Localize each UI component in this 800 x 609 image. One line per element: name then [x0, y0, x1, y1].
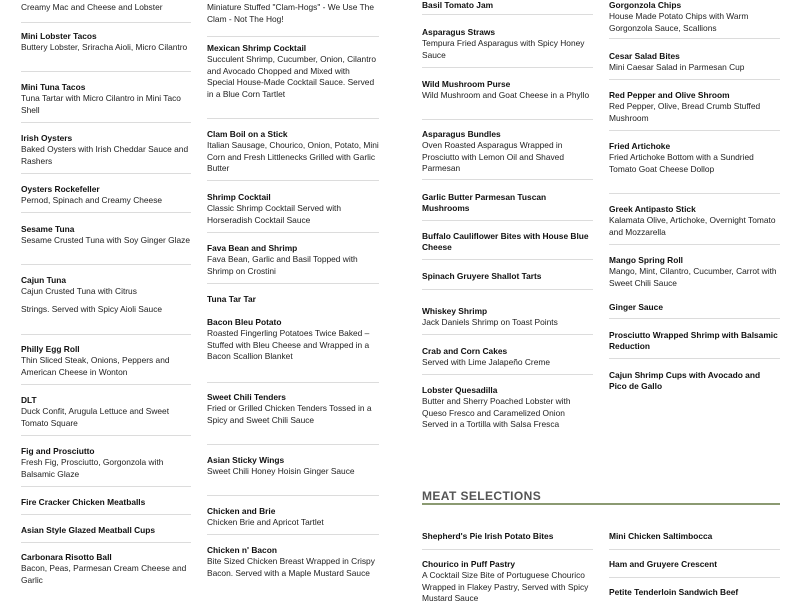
menu-item [207, 392, 379, 445]
item-title: Basil Tomato Jam [422, 0, 494, 10]
item-title: Shrimp Cocktail [207, 192, 271, 202]
menu-item [21, 82, 191, 123]
item-title: Fried Artichoke [609, 141, 671, 151]
item-description: Pernod, Spinach and Creamy Cheese [21, 195, 163, 205]
menu-item [609, 302, 780, 319]
item-title: Asparagus Straws [422, 27, 496, 37]
menu-item [21, 2, 191, 23]
item-description: Fava Bean, Garlic and Basil Topped with Shrimp on Crostini [207, 254, 358, 276]
item-description: Strings. Served with Spicy Aioli Sauce [21, 304, 163, 314]
item-description: Duck Confit, Arugula Lettuce and Sweet Tomato Square [21, 406, 170, 428]
item-description: Jack Daniels Shrimp on Toast Points [422, 317, 558, 327]
item-description: Mango, Mint, Cilantro, Cucumber, Carrot with Sweet Chili Sauce [609, 266, 777, 288]
item-description: House Made Potato Chips with Warm Gorgonzola Sauce, Scallions [609, 11, 749, 33]
item-description: Sweet Chili Honey Hoisin Ginger Sauce [207, 466, 355, 476]
item-title: Tuna Tar Tar [207, 294, 256, 304]
menu-item [609, 531, 780, 550]
item-description: Fresh Fig, Prosciutto, Gorgonzola with Balsamic Glaze [21, 457, 164, 479]
menu-item [207, 243, 379, 284]
item-title: Carbonara Risotto Ball [21, 552, 112, 562]
item-description: Italian Sausage, Chourico, Onion, Potato, Mini Corn and Fresh Littlenecks Grilled with Garlic Butter [207, 140, 379, 174]
menu-item [21, 275, 191, 299]
item-description: Butter and Sherry Poached Lobster with Queso Fresco and Caramelized Onion Served in a Tortilla with Salsa Fresca [422, 396, 571, 430]
item-title: Irish Oysters [21, 133, 73, 143]
item-description: Bite Sized Chicken Breast Wrapped in Crispy Bacon. Served with a Maple Mustard Sauce [207, 556, 375, 578]
menu-item [422, 27, 593, 68]
item-description: Succulent Shrimp, Cucumber, Onion, Cilantro and Avocado Chopped and Mixed with Special House-Made Cocktail Sauce. Served in a Blue Corn Tartlet [207, 54, 376, 99]
item-title: Philly Egg Roll [21, 344, 80, 354]
item-description: A Cocktail Size Bite of Portuguese Chourico Wrapped in Flakey Pastry, Served with Spicy Mustard Sauce [422, 570, 589, 604]
item-title: Lobster Quesadilla [422, 385, 498, 395]
item-title: DLT [21, 395, 37, 405]
menu-item [422, 129, 593, 180]
menu-item [609, 204, 780, 245]
menu-item [609, 0, 780, 39]
item-title: Mini Chicken Saltimbocca [609, 531, 713, 541]
item-description: Oven Roasted Asparagus Wrapped in Prosciutto with Lemon Oil and Shaved Parmesan [422, 140, 564, 174]
menu-item [21, 395, 191, 436]
menu-item [21, 304, 191, 335]
menu-item [609, 587, 780, 605]
item-description: Served with Lime Jalapeño Creme [422, 357, 551, 367]
item-title: Fava Bean and Shrimp [207, 243, 298, 253]
item-title: Petite Tenderloin Sandwich Beef [609, 587, 739, 597]
item-title: Red Pepper and Olive Shroom [609, 90, 730, 100]
menu-item [21, 184, 191, 213]
item-title: Oysters Rockefeller [21, 184, 100, 194]
item-title: Asparagus Bundles [422, 129, 501, 139]
menu-item [207, 2, 379, 37]
item-title: Buffalo Cauliflower Bites with House Blue Cheese [422, 231, 589, 252]
menu-item [609, 90, 780, 131]
menu-item [422, 346, 593, 375]
menu-item [21, 497, 191, 515]
item-title: Sesame Tuna [21, 224, 75, 234]
item-title: Bacon Bleu Potato [207, 317, 282, 327]
menu-item [609, 370, 780, 398]
item-title: Wild Mushroom Purse [422, 79, 511, 89]
item-title: Greek Antipasto Stick [609, 204, 696, 214]
menu-item [422, 192, 593, 221]
menu-item [207, 192, 379, 233]
menu-item [422, 79, 593, 120]
item-description: Bacon, Peas, Parmesan Cream Cheese and Garlic [21, 563, 187, 585]
menu-item [207, 506, 379, 535]
item-description: Creamy Mac and Cheese and Lobster [21, 2, 163, 12]
menu-item [207, 545, 379, 597]
item-title: Fig and Prosciutto [21, 446, 95, 456]
menu-item [21, 344, 191, 385]
item-title: Cajun Tuna [21, 275, 66, 285]
item-title: Asian Style Glazed Meatball Cups [21, 525, 156, 535]
item-title: Spinach Gruyere Shallot Tarts [422, 271, 542, 281]
item-description: Cajun Crusted Tuna with Citrus [21, 286, 137, 296]
item-title: Fire Cracker Chicken Meatballs [21, 497, 146, 507]
menu-item [609, 141, 780, 194]
item-title: Mini Tuna Tacos [21, 82, 86, 92]
item-title: Shepherd's Pie Irish Potato Bites [422, 531, 554, 541]
item-description: Classic Shrimp Cocktail Served with Horseradish Cocktail Sauce [207, 203, 342, 225]
menu-item [609, 559, 780, 578]
item-description: Roasted Fingerling Potatoes Twice Baked – Stuffed with Bleu Cheese and Wrapped in a Bacon Scallion Blanket [207, 328, 370, 362]
menu-item [609, 255, 780, 295]
menu-item [422, 385, 593, 450]
item-title: Chicken n' Bacon [207, 545, 277, 555]
item-description: Buttery Lobster, Sriracha Aioli, Micro Cilantro [21, 42, 188, 52]
item-title: Prosciutto Wrapped Shrimp with Balsamic Reduction [609, 330, 778, 351]
item-description: Sesame Crusted Tuna with Soy Ginger Glaze [21, 235, 190, 245]
item-description: Wild Mushroom and Goat Cheese in a Phyllo [422, 90, 590, 100]
item-title: Cesar Salad Bites [609, 51, 680, 61]
menu-item [207, 317, 379, 383]
menu-item [21, 224, 191, 265]
item-title: Gorgonzola Chips [609, 0, 682, 10]
menu-item [422, 306, 593, 335]
menu-item [21, 31, 191, 72]
item-title: Clam Boil on a Stick [207, 129, 288, 139]
item-description: Chicken Brie and Apricot Tartlet [207, 517, 324, 527]
item-title: Mini Lobster Tacos [21, 31, 97, 41]
menu-item [422, 0, 593, 15]
item-title: Chourico in Puff Pastry [422, 559, 516, 569]
item-description: Fried or Grilled Chicken Tenders Tossed in a Spicy and Sweet Chili Sauce [207, 403, 372, 425]
menu-item [422, 559, 593, 609]
menu-item [21, 446, 191, 487]
menu-item [422, 531, 593, 550]
menu-item [422, 231, 593, 260]
item-title: Ham and Gruyere Crescent [609, 559, 717, 569]
menu-item [207, 129, 379, 181]
item-title: Asian Sticky Wings [207, 455, 285, 465]
menu-item [207, 293, 379, 304]
item-description: Red Pepper, Olive, Bread Crumb Stuffed Mushroom [609, 101, 761, 123]
item-title: Garlic Butter Parmesan Tuscan Mushrooms [422, 192, 547, 213]
item-title: Whiskey Shrimp [422, 306, 488, 316]
item-description: Mini Caesar Salad in Parmesan Cup [609, 62, 745, 72]
item-title: Sweet Chili Tenders [207, 392, 286, 402]
item-title: Cajun Shrimp Cups with Avocado and Pico de Gallo [609, 370, 761, 391]
menu-item [207, 43, 379, 119]
menu-item [207, 455, 379, 496]
menu-item [609, 330, 780, 359]
item-description: Baked Oysters with Irish Cheddar Sauce and Rashers [21, 144, 189, 166]
item-title: Mexican Shrimp Cocktail [207, 43, 307, 53]
item-title: Ginger Sauce [609, 302, 663, 312]
item-title: Crab and Corn Cakes [422, 346, 508, 356]
item-title: Mango Spring Roll [609, 255, 683, 265]
item-description: Tuna Tartar with Micro Cilantro in Mini Taco Shell [21, 93, 181, 115]
menu-item [21, 525, 191, 543]
menu-item [21, 133, 191, 174]
section-divider [422, 503, 780, 505]
menu-item [609, 51, 780, 80]
item-description: Thin Sliced Steak, Onions, Peppers and American Cheese in Wonton [21, 355, 170, 377]
item-description: Tempura Fried Asparagus with Spicy Honey Sauce [422, 38, 585, 60]
menu-item [21, 552, 191, 592]
menu-item [422, 271, 593, 290]
item-description: Kalamata Olive, Artichoke, Overnight Tomato and Mozzarella [609, 215, 776, 237]
item-description: Fried Artichoke Bottom with a Sundried Tomato Goat Cheese Dollop [609, 152, 754, 174]
item-description: Miniature Stuffed "Clam-Hogs" - We Use The Clam - Not The Hog! [207, 2, 374, 24]
meat-selections-heading: MEAT SELECTIONS [422, 489, 542, 503]
item-title: Chicken and Brie [207, 506, 276, 516]
